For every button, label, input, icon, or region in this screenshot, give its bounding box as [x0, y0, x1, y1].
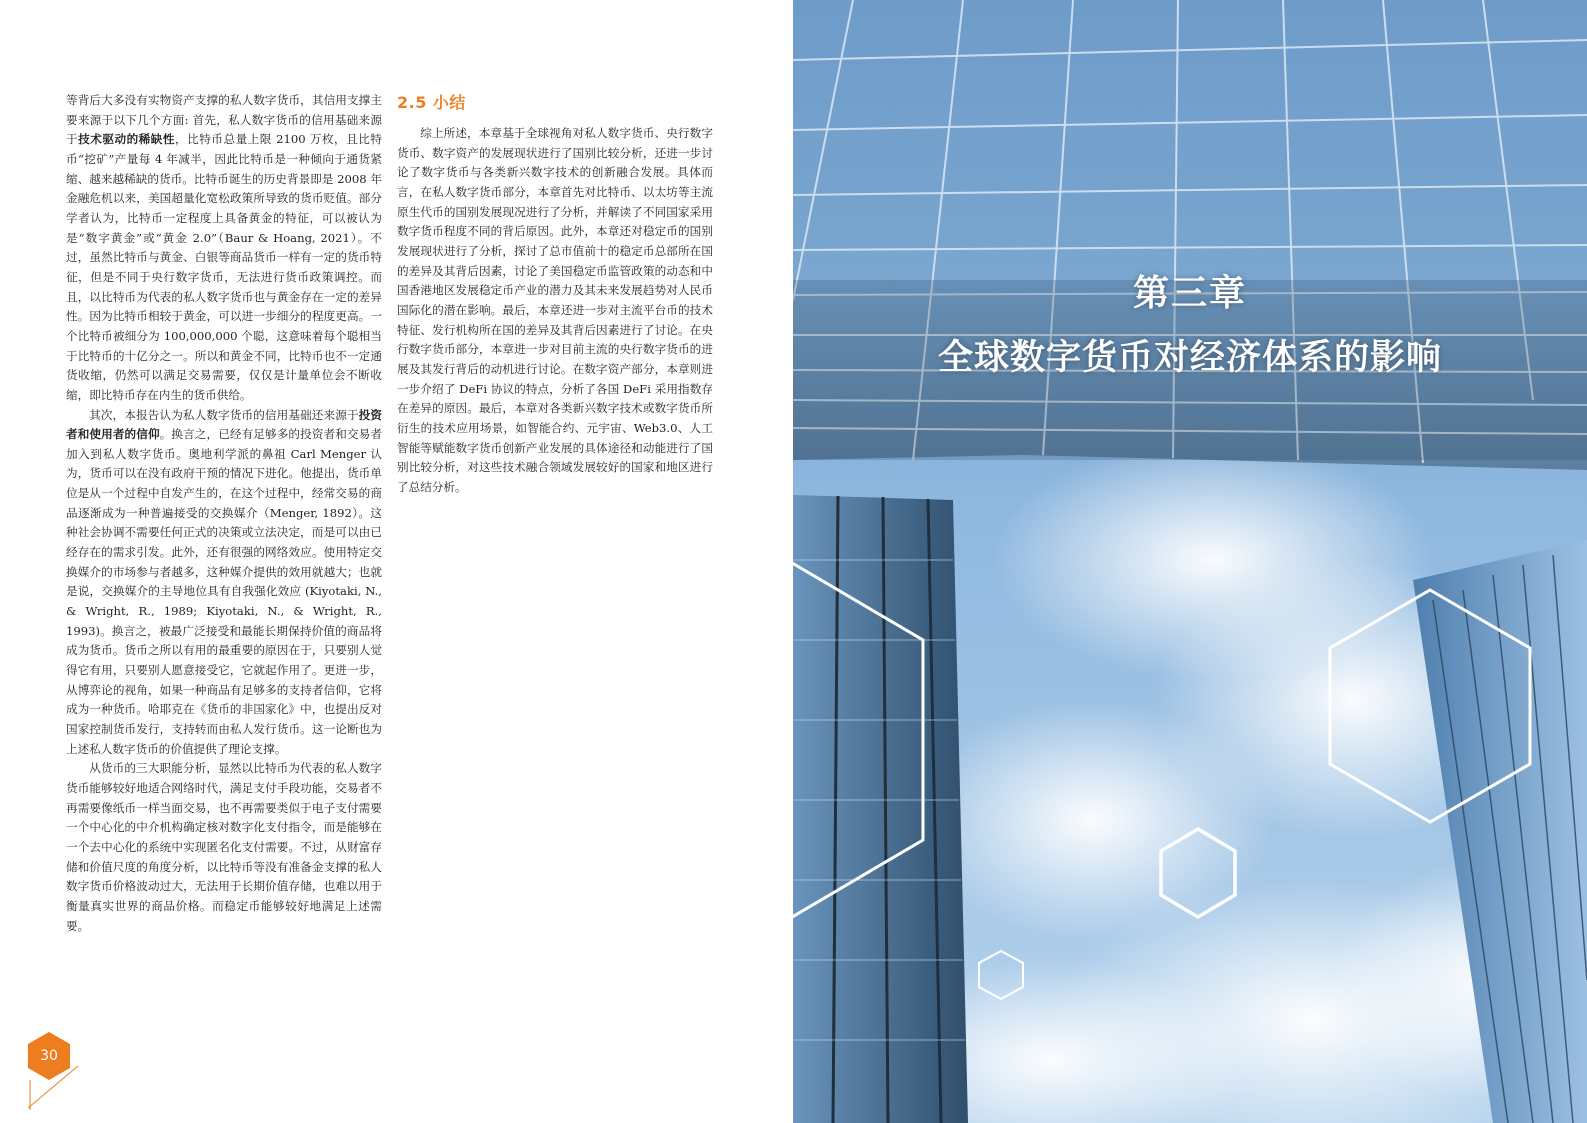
paragraph-credit-scarcity: 等背后大多没有实物资产支撑的私人数字货币，其信用支撑主要来源于以下几个方面: 首先，私人数字货币的信用基础来源于技术驱动的稀缺性，比特币总量上限 2100 万枚，且比特币“挖矿”产量每 4 年减半，因此比特币是一种倾向于通货紧缩、越来越稀缺的货币。比特币诞生的历史背景即是 2008 年金融危机以来，美国超量化宽松政策所导致的货币贬值。部分学者认为，比特币一定程度上具备黄金的特征，可以被认为是“数字黄金”或“黄金 2.0”（Baur & Hoang, 2021）。不过，虽然比特币与黄金、白银等商品货币一样有一定的货币特征，但是不同于央行数字货币，无法进行货币政策调控。而且，以比特币为代表的私人数字货币也与黄金存在一定的差异性。因为比特币相较于黄金，可以进一步细分的程度更高。一个比特币被细分为 100,000,000 个聪，这意味着每个聪相当于比特币的十亿分之一。所以和黄金不同，比特币也不一定通货收缩，仍然可以满足交易需要，仅仅是计量单位会不断收缩，即比特币存在内生的货币供给。	[66, 93, 382, 402]
bold-term-belief: 投资者和使用者的信仰	[66, 407, 382, 442]
paragraph-credit-belief: 其次，本报告认为私人数字货币的信用基础还来源于投资者和使用者的信仰。换言之，已经有足够多的投资者和交易者加入到私人数字货币。奥地利学派的鼻祖 Carl Menger 认为，货币可以在没有政府干预的情况下进化。他提出，货币单位是从一个过程中自发产生的，在这个过程中，经常交易的商品逐渐成为一种普遍接受的交换媒介（Menger, 1892）。这种社会协调不需要任何正式的决策或立法决定，而是可以由已经存在的需求引发。此外，还有很强的网络效应。使用特定交换媒介的市场参与者越多，这种媒介提供的效用就越大；也就是说，交换媒介的主导地位具有自我强化效应 (Kiyotaki, N., & Wright, R., 1989; Kiyotaki, N., & Wright, R., 1993)。换言之，被最广泛接受和最能长期保持价值的商品将成为货币。货币之所以有用的最重要的原因在于，只要别人觉得它有用，只要别人愿意接受它，它就起作用了。更进一步，从博弈论的视角，如果一种商品有足够多的支持者信仰，它将成为一种货币。哈耶克在《货币的非国家化》中，也提出反对国家控制货币发行，支持转而由私人发行货币。这一论断也为上述私人数字货币的价值提供了理论支撑。	[66, 407, 382, 756]
text-column-right	[397, 124, 713, 497]
left-page	[0, 0, 793, 1123]
chapter-label: 第三章	[1132, 273, 1247, 314]
cover-image-panel	[793, 0, 1587, 1123]
skyscraper-photo	[793, 0, 1587, 1123]
chapter-heading	[793, 270, 1587, 382]
text-column-left	[66, 91, 382, 936]
chapter-title: 全球数字货币对经济体系的影响	[937, 338, 1442, 378]
page-number-badge	[28, 1032, 84, 1112]
bold-term-scarcity: 技术驱动的稀缺性	[78, 132, 176, 147]
section-title: 2.5 小结	[397, 93, 466, 112]
paragraph-money-functions: 从货币的三大职能分析，显然以比特币为代表的私人数字货币能够较好地适合网络时代，满足支付手段功能，交易者不再需要像纸币一样当面交易，也不再需要类似于电子支付需要一个中心化的中介机构确定核对数字化支付指令，而是能够在一个去中心化的系统中实现匿名化支付需要。不过，从财富存储和价值尺度的角度分析，以比特币等没有准备金支撑的私人数字货币价格波动过大，无法用于长期价值存储，也难以用于衡量真实世界的商品价格。而稳定币能够较好地满足上述需要。	[66, 761, 382, 933]
paragraph-summary: 综上所述，本章基于全球视角对私人数字货币、央行数字货币、数字资产的发展现状进行了国别比较分析，还进一步讨论了数字货币与各类新兴数字技术的创新融合发展。具体而言，在私人数字货币部分，本章首先对比特币、以太坊等主流原生代币的国别发展现况进行了分析，并解读了不同国家采用数字货币程度不同的背后原因。此外，本章还对稳定币的国别发展现状进行了分析，探讨了总市值前十的稳定币总部所在国的差异及其背后因素，讨论了美国稳定币监管政策的动态和中国香港地区发展稳定币产业的潜力及其未来发展趋势对人民币国际化的潜在影响。最后，本章还进一步对主流平台币的技术特征、发行机构所在国的差异及其背后因素进行了讨论。在央行数字货币部分，本章进一步对目前主流的央行数字货币的进展及其发行背后的动机进行讨论。在数字资产部分，本章则进一步介绍了 DeFi 协议的特点，分析了各国 DeFi 采用指数存在差异的原因。最后，本章对各类新兴数字技术或数字货币所衍生的技术应用场景，如智能合约、元宇宙、Web3.0、人工智能等赋能数字货币创新产业发展的具体途径和动能进行了国别比较分析，对这些技术融合领域发展较好的国家和地区进行了总结分析。	[397, 126, 713, 494]
page-number: 30	[40, 1048, 58, 1064]
